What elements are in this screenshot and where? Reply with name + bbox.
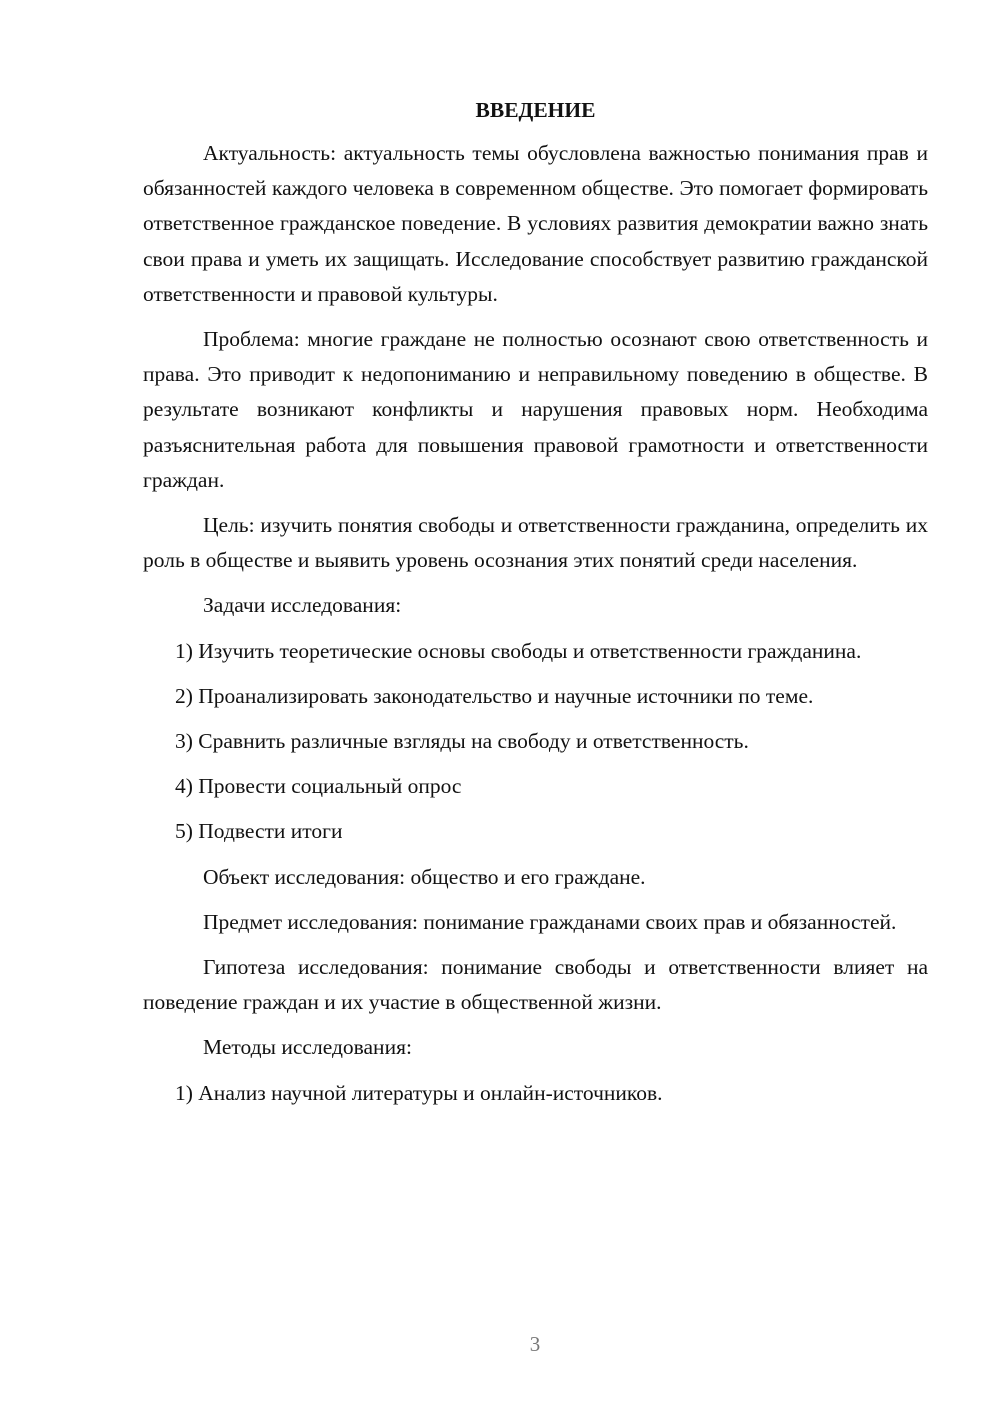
relevance-paragraph: Актуальность: актуальность темы обусловлена важностью понимания прав и обязанностей каждого человека в современном обществе. Это помогает формировать ответственное гражданское поведение. В условиях развития демократии важно знать свои права и уметь их защищать. Исследование способствует развитию гражданской ответственности и правовой культуры. — [143, 141, 928, 306]
task-item: 4) Провести социальный опрос — [175, 774, 462, 799]
goal-paragraph: Цель: изучить понятия свободы и ответственности гражданина, определить их роль в обществе и выявить уровень осознания этих понятий среди населения. — [143, 513, 928, 573]
task-item: 2) Проанализировать законодательство и научные источники по теме. — [175, 683, 814, 708]
page-number: 3 — [529, 1332, 541, 1356]
method-item: 1) Анализ научной литературы и онлайн-источников. — [175, 1080, 663, 1105]
document-body — [143, 92, 928, 1121]
subject-paragraph: Предмет исследования: понимание гражданами своих прав и обязанностей. — [203, 909, 897, 934]
object-paragraph: Объект исследования: общество и его граждане. — [203, 864, 646, 889]
task-item: 1) Изучить теоретические основы свободы и ответственности гражданина. — [175, 638, 862, 663]
task-item: 5) Подвести итоги — [175, 819, 343, 844]
problem-paragraph: Проблема: многие граждане не полностью осознают свою ответственность и права. Это приводит к недопониманию и неправильному поведению в обществе. В результате возникают конфликты и нарушения правовых норм. Необходима разъяснительная работа для повышения правовой грамотности и ответственности граждан. — [143, 327, 928, 492]
task-item: 3) Сравнить различные взгляды на свободу и ответственность. — [175, 729, 749, 754]
hypothesis-paragraph: Гипотеза исследования: понимание свободы и ответственности влияет на поведение граждан и их участие в общественной жизни. — [143, 955, 928, 1015]
section-title: ВВЕДЕНИЕ — [475, 98, 596, 122]
methods-heading: Методы исследования: — [203, 1035, 412, 1060]
tasks-heading: Задачи исследования: — [203, 593, 402, 618]
